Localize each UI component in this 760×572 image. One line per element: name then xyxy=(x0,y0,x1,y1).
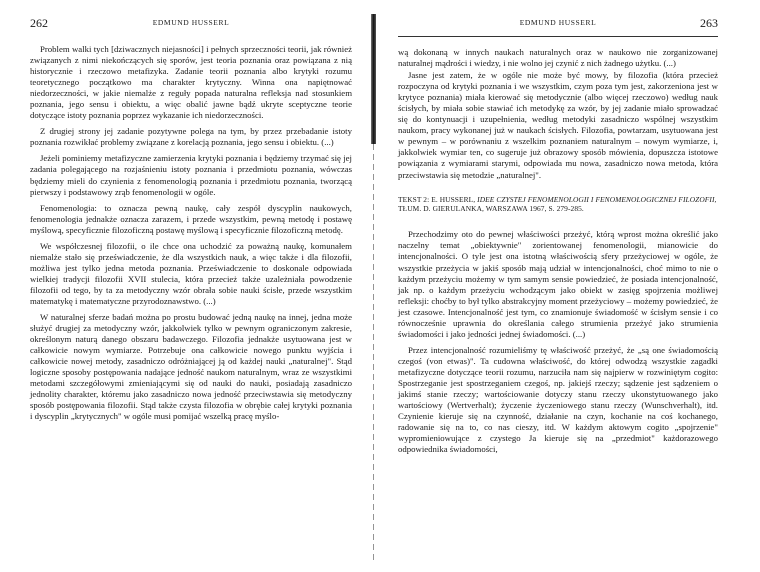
left-paragraph-3: Jeżeli pominiemy metafizyczne zamierzenia krytyki poznania i będziemy trzymać się jej zadania polegającego na rozjaśnieniu istoty poznania i przedmiotu poznania, wówczas będziemy mieli do czynienia z fenomenologią poznania i przedmiotu poznania, tworzącą pierwszy i podstawowy zrąb fenomenologii w ogóle. xyxy=(30,153,352,197)
right-page xyxy=(398,0,718,572)
right-page-header xyxy=(398,16,718,34)
running-head-left: EDMUND HUSSERL xyxy=(152,18,230,27)
right-paragraph-conclusion: Jasne jest zatem, że w ogóle nie może być mowy, by filozofia (która przecież rozpoczyna od krytyki poznania i we wszystkim, czym poza tym jest, zakorzeniona jest w krytyce poznania) miała kierować się metodycznie (albo więcej rzeczowo) według nauk ścisłych, by miała sobie stawiać ich metodykę za wzór, by jej zadanie miało sprowadzać się do kontynuacji i uzupełnienia, według metodyki zasadniczo wspólnej wszystkim naukom, pracy wykonanej już w naukach ścisłych. Filozofia, powtarzam, usytuowana jest w pewnym – w porównaniu z wszelkim poznaniem naturalnym – nowym wymiarze, i, jakkolwiek wymiar ten, co sugeruje już obrazowy sposób mówienia, dopuszcza istotowe powiązania z wymiarami starymi, odpowiada mu nowa, zasadniczo nowa metoda, która przeciwstawia się metodzie „naturalnej". xyxy=(398,70,718,180)
right-continuation-paragraph: wą dokonaną w innych naukach naturalnych oraz w naukowo nie zorganizowanej naturalnej mądrości i wiedzy, i nie wolno jej czynić z nich żadnego użytku. (...) xyxy=(398,47,718,69)
book-gutter xyxy=(368,14,380,562)
page-number-right: 263 xyxy=(700,16,718,30)
left-paragraph-6: W naturalnej sferze badań można po prostu budować jedną naukę na innej, jedna może służyć drugiej za metodyczny wzór, jakkolwiek tylko w pewnym ograniczonym zakresie, określonym naturą danego obszaru badawczego. Filozofia jednakże usytuowana jest w całkowicie nowym wymiarze. Potrzebuje ona całkowicie nowego punktu wyjścia i całkowicie nowej metody, zasadniczo odróżniającej ją od każdej nauki „naturalnej". Stąd logiczne sposoby postępowania nadające jedność naukom naturalnym, wraz ze wszystkimi metodami szczegółowymi zmieniającymi się od nauki do nauki, posiadają zasadniczo jednolity charakter, któremu jako zasadniczo nowa jedność przeciwstawia się metodyczny sposób postępowania filozofii. Stąd także czysta filozofia w obrębie całej krytyki poznania i dyscyplin „krytycznych" w ogóle musi pomijać wszelką pracę myślo- xyxy=(30,312,352,422)
page-number-left: 262 xyxy=(30,16,48,30)
source-details: TŁUM. D. GIERULANKA, WARSZAWA 1967, S. 279-285. xyxy=(398,203,584,213)
left-paragraph-1: Problem walki tych [dziwacznych niejasności] i pełnych sprzeczności teorii, jak również związanych z nimi niekończących się sporów, jest teoria poznania oraz powiązana z nią historycznie i rzeczowo metafizyka. Zadanie teorii poznania albo krytyki rozumu teoretycznego początkowo ma charakter krytyczny. Winna ona napiętnować niedorzeczności, w jakie niemalże z reguły popada naturalna refleksja nad stosunkiem poznania, jego sensu i obiektu, a więc obalić jawne bądź ukryte sceptyczne teorie dotyczące istoty poznania poprzez wykazanie ich niedorzeczności. xyxy=(30,44,352,121)
left-paragraph-2: Z drugiej strony jej zadanie pozytywne polega na tym, by przez przebadanie istoty poznania rozwikłać problemy związane z korelacją poznania, jego sensu i obiektu. (...) xyxy=(30,126,352,148)
left-page xyxy=(30,0,352,572)
left-paragraph-4: Fenomenologia: to oznacza pewną naukę, cały zespół dyscyplin naukowych, fenomenologia jednakże oznacza zarazem, i przede wszystkim, pewną metodę i postawę myślową, specyficznie filozoficzną postawę myślową i specyficznie filozoficzną metodę. xyxy=(30,202,352,235)
right-paragraph-cogito: Przez intencjonalność rozumieliśmy tę właściwość przeżyć, że „są one świadomością czegoś (von etwas)". Ta cudowna właściwość, do której odwodzą wszystkie zagadki metafizyczne dotyczące teorii rozumu, narzuciła nam się najpierw w rozwiniętym cogito: Spostrzeganie jest spostrzeganiem czegoś, np. jakiejś rzeczy; sądzenie jest sądzeniem o jakimś stanie rzeczy; wartościowanie dotyczy stanu rzeczy ukonstytuowanego jako wartościowy (Wertverhalt); życzenie życzeniowego stanu rzeczy (Wunschverhalt), itd. Czynienie kieruje się na czynność, działanie na czyn, kochanie na coś kochanego, radowanie się na to, co nas cieszy, itd. W każdym aktowym cogito „spojrzenie" wypromieniowujące z czystego Ja kieruje się na „przedmiot" każdorazowego odpowiednika świadomości, xyxy=(398,344,718,455)
header-rule xyxy=(398,36,718,37)
running-head-right: EDMUND HUSSERL xyxy=(519,18,597,27)
source-prefix: TEKST 2: E. HUSSERL, xyxy=(398,194,476,204)
source-title: IDEE CZYSTEJ FENOMENOLOGII I FENOMENOLOGICZNEJ FILOZOFII, xyxy=(477,194,717,204)
gutter-crease xyxy=(373,144,374,564)
right-page-body xyxy=(398,47,718,455)
left-page-body xyxy=(30,44,352,423)
left-page-header xyxy=(30,16,352,34)
right-paragraph-intentionality: Przechodzimy oto do pewnej właściwości przeżyć, którą wprost można określić jako naczelny temat „obiektywnie" zorientowanej fenomenologii, mianowicie do intencjonalności. O tyle jest ona istotną właściwością sfery przeżyciowej w ogóle, że wszystkie przeżycia w jakiś sposób mają udział w intencjonalności, choć mimo to nie o każdym przeżyciu możemy w tym samym sensie powiedzieć, że posiada intencjonalność, jak np. o każdym przeżyciu wchodzącym jako obiekt w zasięg spojrzenia możliwej refleksji: choćby to był tylko abstrakcyjny moment przeżyciowy – możemy powiedzieć, że jest czasowe. Intencjonalność jest tym, co znamionuje świadomość w ścisłym sensie i co równocześnie uprawnia do określania całego strumienia przeżyć jako strumienia świadomości i jako jedności jednej świadomości. (...) xyxy=(398,229,718,339)
gutter-shadow xyxy=(371,14,376,144)
source-citation xyxy=(398,195,718,214)
left-paragraph-5: We współczesnej filozofii, o ile chce ona uchodzić za poważną naukę, komunałem niemalże stało się przeświadczenie, że dla wszystkich nauk, a więc także i dla filozofii, możliwa jest tylko jedna metoda poznania. Przeświadczenie to doskonale odpowiada wielkiej tradycji filozofii XVII stulecia, która przecież także uzależniała powodzenie filozofii od tego, by ta za metodyczny wzór obrała sobie nauki ścisłe, przede wszystkim matematykę i matematyczne przyrodoznawstwo. (...) xyxy=(30,240,352,306)
